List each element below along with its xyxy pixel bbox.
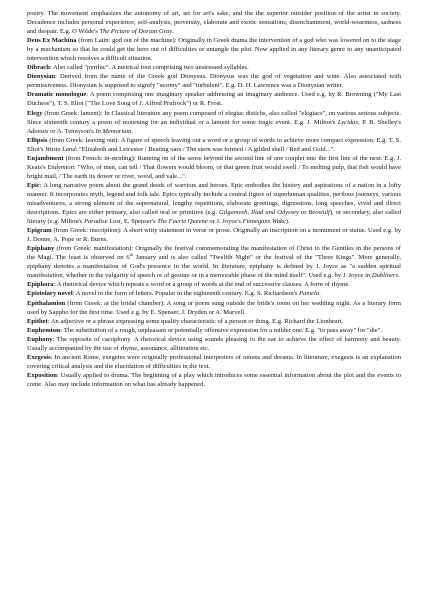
definition-text: : The opposite of cacophony. A rhetorical device using sounds pleasing to the ear to achieve the effect of harmony and beauty. Usually accompanied by the use of rhyme, assonance, alliteration etc. xyxy=(27,335,401,352)
work-title: Paradise Lost xyxy=(84,218,121,226)
definition-text: : Also called "pyrrhic". A metrical foot comprising two unstressed syllables. xyxy=(49,64,249,72)
definition-text: or A. Tennyson's xyxy=(48,127,96,135)
glossary-entry-epigram xyxy=(27,226,401,244)
glossary-entry-enjambment xyxy=(27,154,401,181)
work-title: Dubliners xyxy=(371,272,399,280)
definition-text: or J. Joyce's xyxy=(207,218,243,226)
glossary-entry-euphony xyxy=(27,335,401,353)
definition-text: : A rhetorical device which repeats a word or a group of words at the end of successive clauses. A form of rhyme. xyxy=(53,281,350,289)
glossary-entry-epiphany xyxy=(27,244,401,280)
work-title: Waste Land xyxy=(45,145,76,153)
glossary-term: Ellipsis xyxy=(27,136,48,144)
definition-text: : "Elizabeth and Leicester / Beating oars / The stern was formed / A gilded shell / Red and Gold...". xyxy=(75,145,335,153)
definition-text: poetry. The movement emphasizes the autonomy of art, art for art's sake, and the the superior outsider position of the artist in society. Decadence includes personal experience, self-analysis, perversity, elaborate and exotic sensations, disenchantment, world-weariness, sadness and despair. E.g. O Wilde's xyxy=(27,10,401,36)
glossary-term: Euphemism xyxy=(27,326,61,334)
definition-text: : A novel in the form of letters. Popular in the eighteenth century. E.g. S. Richardson's xyxy=(72,290,300,298)
glossary-entry-exegesis xyxy=(27,353,401,371)
glossary-entry-deus-ex-machina xyxy=(27,36,401,63)
definition-text: : An adjective or a phrase expressing some quality characteristic of a person or thing. E.g. Richard the Lionheart. xyxy=(47,317,344,325)
glossary-term: Epistolary novel xyxy=(27,290,73,298)
definition-text: . xyxy=(131,127,133,135)
glossary-entry-epic xyxy=(27,181,401,226)
definition-text: January and is also called "Twelfth Night" or the festival of the "Three Kings". More generally, epiphany denotes a manifestation of God's presence in the world. In literature, epiphany is defined by J. Joyce as "a sudden spiritual manifestation, whether in the vulgarity of speech or of gesture or in a memorable phase of the mind itself". Used e.g. by J. Joyce in xyxy=(27,254,401,280)
definition-text: : A poem comprising one imaginary speaker addressing an imaginary audience. Used e.g. by R. Browning ("My Last Duchess"), T. S. Eliot ("The Love Song of J. Alfred Prufrock") or R. Frost. xyxy=(27,91,402,108)
work-title: Beowulf xyxy=(308,209,330,217)
definition-text: (from Greek: at the bridal chamber): A song or poem sung outside the bride's room on her wedding night. As a literary form used by Sappho for the first time. Used e.g. by E. Spenser, J. Dryden or A. Marvell. xyxy=(27,299,401,316)
glossary-term: Exegesis xyxy=(27,353,51,361)
definition-text: , E. Spenser's xyxy=(120,218,158,226)
glossary-term: Epiphany xyxy=(27,245,55,253)
glossary-term: Dionysian xyxy=(27,73,56,81)
glossary-entries xyxy=(27,9,401,389)
definition-text: , P. B. Shelley's xyxy=(358,118,402,126)
definition-text: or xyxy=(298,209,309,217)
definition-text: : A long narrative poem about the grand deeds of warriors and heroes. Epic embodies the history and aspirations of a nation in a lofty manner. It incorporates myth, legend and folk tale. Epics typically include a central figure of superhuman qualities, perilous journeys, various misadventures, a strong element of the supernatural, lengthy repetitions, elaborate greetings, digressions, long speeches, vivid and direct descriptions. Epics are either primary, also called oral or primitive (e.g. xyxy=(27,181,401,217)
definition-text: : In ancient Rome, exegetes were originally professional interpreters of omens and dreams. In literature, exegesis is an explanation covering critical analysis and the elucidation of difficulties in the text. xyxy=(27,353,401,370)
glossary-entry-ellipsis xyxy=(27,136,401,154)
glossary-term: Enjambment xyxy=(27,154,64,162)
definition-text: : The substitution of a rough, unpleasant or potentially offensive expression for a milder one. E.g. "to pass away" for "die". xyxy=(60,326,383,334)
glossary-term: Dibrach xyxy=(27,64,50,72)
glossary-term: Epithalamion xyxy=(27,299,66,307)
definition-text: : Usually applied to drama. The beginning of a play which introduces some essential information about the plot and the events to come. Also may include information on what has already happened. xyxy=(27,371,401,388)
definition-text: . xyxy=(319,290,321,298)
definition-text: ), or secondary, also called literary (e.g. Milton's xyxy=(27,209,401,226)
glossary-term: Epiphora xyxy=(27,281,54,289)
glossary-term: Epigram xyxy=(27,227,52,235)
work-title: In Memoriam xyxy=(95,127,132,135)
glossary-entry-dibrach xyxy=(27,63,401,72)
definition-text: . xyxy=(172,28,174,36)
work-title: The Picture of Dorian Gray xyxy=(99,28,173,36)
glossary-entry-euphemism xyxy=(27,326,401,335)
definition-text: : "Who, of men, can tell / That flowers would bloom, or that green fruit would swell / To melting pulp, that fish would have bright mail, / The earth its dower or river, wood, and vale...". xyxy=(27,163,401,180)
glossary-term: Exposition xyxy=(27,371,57,379)
glossary-entry-intro xyxy=(27,9,401,36)
glossary-entry-epithalamion xyxy=(27,299,401,317)
definition-text: (from Greek: inscription): A short witty statement in verse or prose. Originally an inscription on a monument or statue. Used e.g. by J. Donne, A. Pope or R. Burns. xyxy=(27,227,401,244)
glossary-entry-epiphora xyxy=(27,280,401,289)
glossary-entry-exposition xyxy=(27,371,401,389)
work-title: Finnegans Wake xyxy=(242,218,286,226)
definition-text: (from Greek: leaving out): A figure of speech leaving out a word or a group of words to achieve more compact expression. E.g. T. S. Eliot's xyxy=(27,136,401,153)
glossary-term: Deus Ex Machina xyxy=(27,37,77,45)
glossary-entry-epistolary-novel xyxy=(27,289,401,298)
glossary-term: Dramatic monologue xyxy=(27,91,87,99)
glossary-term: Elegy xyxy=(27,109,43,117)
work-title: Adonais xyxy=(27,127,49,135)
work-title: Pamela xyxy=(299,290,320,298)
definition-text: (from Greek: manifestation): Originally the festival commemorating the manifestation of Christ to the Gentiles in the persons of the Magi. The feast is observed on 6 xyxy=(27,245,401,262)
definition-text: . xyxy=(398,272,400,280)
work-title: Lycidas xyxy=(337,118,358,126)
work-title: Endymion xyxy=(47,163,74,171)
glossary-entry-epithet xyxy=(27,317,401,326)
definition-text: (from French: in-striding): Running on of the sense beyond the second line of one couplet into the first line of the next. E.g. J. Keats's xyxy=(27,154,401,171)
glossary-term: Euphony xyxy=(27,335,53,343)
glossary-entry-elegy xyxy=(27,109,401,136)
definition-text: (from Latin: god out of the machine): Originally in Greek drama the intervention of a god who was lowered on to the stage by a mechanism so that he could get the hero out of difficulties or untangle the plot. Now applied in any literary genre to any unanticipated intervention which resolves a difficult situation. xyxy=(27,37,401,63)
glossary-term: Epic xyxy=(27,181,40,189)
work-title: Gilgamesh, Iliad and Odyssey xyxy=(218,209,299,217)
work-title: The Faerie Queene xyxy=(157,218,208,226)
glossary-entry-dramatic-monologue xyxy=(27,90,401,108)
glossary-entry-dionysian xyxy=(27,72,401,90)
glossary-term: Epithet xyxy=(27,317,48,325)
definition-text: (from Greek: lament): In Classical literature any poem composed of elegiac distichs, also called "elegiacs", on various serious subjects. Since sixteenth century a poem of mourning for an individual or a lament for some tragic event. E.g. J. Milton's xyxy=(27,109,401,126)
superscript-text: th xyxy=(129,252,133,258)
definition-text: : Derived from the name of the Greek god Dionysus. Dionysus was the god of vegetation and wine. Also associated with permissiveness. Dionysian is supposed to signify "stormy" and "turbulent". E.g. D. H. Lawrence was a Dionysian writer. xyxy=(27,73,401,90)
definition-text: ). xyxy=(285,218,290,226)
